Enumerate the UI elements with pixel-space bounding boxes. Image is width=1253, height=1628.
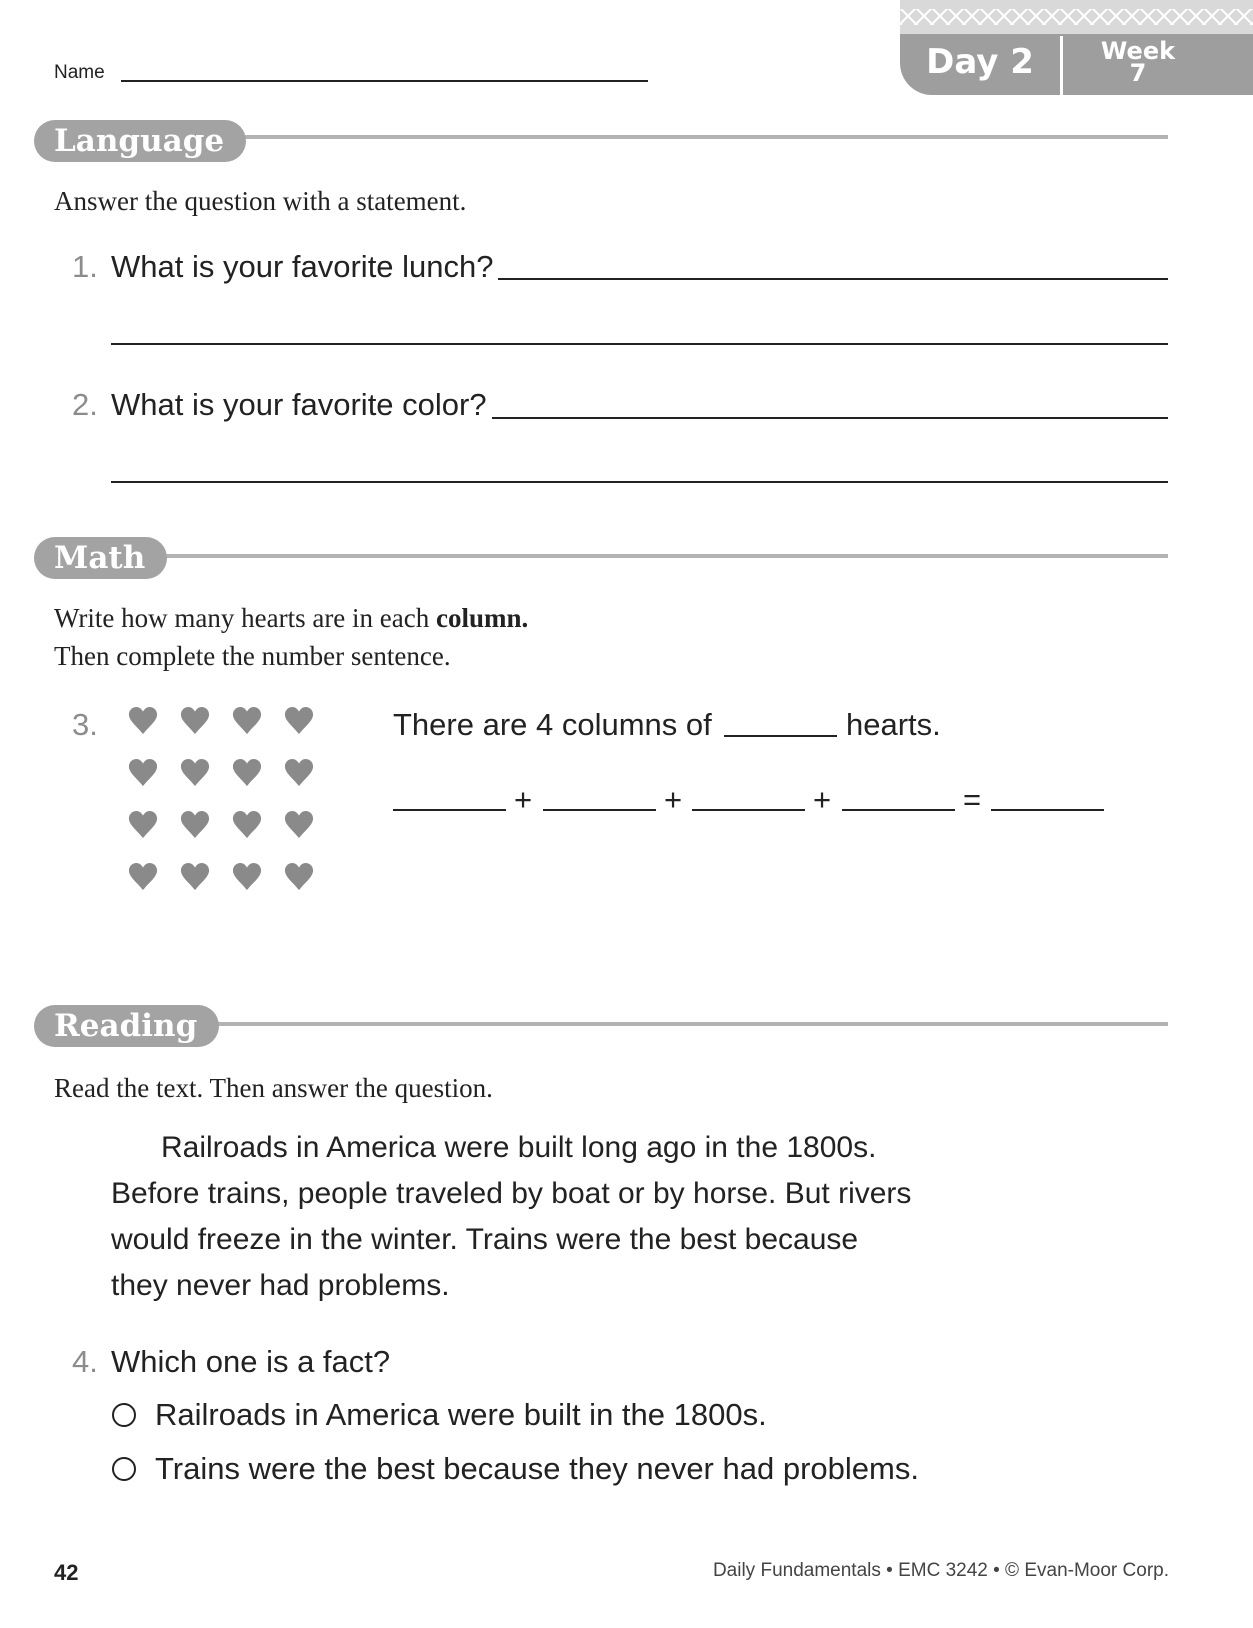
answer-line-2a[interactable] [492,417,1168,419]
reading-instruction: Read the text. Then answer the question. [54,1073,493,1103]
language-section-title: Language [34,120,246,162]
heart-icon [284,706,314,736]
week-label [1063,37,1213,87]
language-instruction: Answer the question with a statement. [54,186,467,216]
heart-icon [180,810,210,840]
sum-blank[interactable] [991,809,1104,811]
answer-line-2b[interactable] [111,481,1168,483]
heart-icon [284,758,314,788]
question-2-text: What is your favorite color? [111,387,487,422]
passage-line: Railroads in America were built long ago in the 1800s. [161,1131,877,1164]
question-1-text: What is your favorite lunch? [111,249,494,284]
day-week-tab [900,0,1253,95]
answer-line-1a[interactable] [498,278,1168,280]
heart-icon [232,706,262,736]
question-4-text: Which one is a fact? [111,1344,391,1379]
day-label: Day 2 [926,42,1034,82]
reading-rule [195,1022,1168,1026]
answer-line-1b[interactable] [111,343,1168,345]
math-instruction [54,603,528,634]
heart-icon [232,758,262,788]
plus-sign-2: + [664,782,683,817]
passage-line: Before trains, people traveled by boat or by horse. But rivers [111,1177,912,1210]
week-number: 7 [1129,59,1147,87]
heart-icon [128,810,158,840]
heart-icon [232,862,262,892]
math-instruction-line2: Then complete the number sentence. [54,641,451,671]
heart-icon [284,862,314,892]
heart-grid [128,706,318,906]
math-instruction-bold: column. [436,603,529,633]
passage-line: they never had problems. [111,1269,450,1302]
heart-icon [128,706,158,736]
addend-blank-2[interactable] [543,809,656,811]
tab-pattern [900,0,1253,34]
question-2-number: 2. [72,387,98,422]
heart-icon [128,758,158,788]
plus-sign-1: + [514,782,533,817]
heart-icon [232,810,262,840]
reading-passage [111,1125,991,1309]
reading-section-title: Reading [34,1005,219,1047]
question-4-number: 4. [72,1344,98,1379]
heart-icon [180,706,210,736]
math-section-title: Math [34,537,167,579]
name-input-line[interactable] [121,80,648,82]
heart-icon [180,862,210,892]
option-2-text: Trains were the best because they never had problems. [155,1451,919,1486]
question-3-number: 3. [72,707,98,742]
question-1-number: 1. [72,249,98,284]
heart-icon [128,862,158,892]
math-instruction-text: Write how many hearts are in each [54,603,436,633]
plus-sign-3: + [813,782,832,817]
equals-sign: = [963,782,982,817]
heart-icon [180,758,210,788]
addend-blank-1[interactable] [393,809,506,811]
addend-blank-4[interactable] [842,809,955,811]
name-label: Name [54,62,105,83]
language-rule [220,135,1168,139]
footer-credit: Daily Fundamentals • EMC 3242 • © Evan-Moor Corp. [712,1560,1169,1581]
columns-blank[interactable] [724,735,837,737]
week-text: Week [1100,37,1176,65]
math-rule [140,554,1168,558]
passage-line: would freeze in the winter. Trains were the best because [111,1223,859,1256]
columns-sentence-end: hearts. [846,707,941,742]
columns-sentence-start: There are 4 columns of [393,707,712,742]
option-2-radio[interactable] [112,1457,136,1481]
page-number: 42 [54,1560,79,1585]
option-1-text: Railroads in America were built in the 1800s. [155,1397,767,1432]
addend-blank-3[interactable] [692,809,805,811]
option-1-radio[interactable] [112,1403,136,1427]
heart-icon [284,810,314,840]
